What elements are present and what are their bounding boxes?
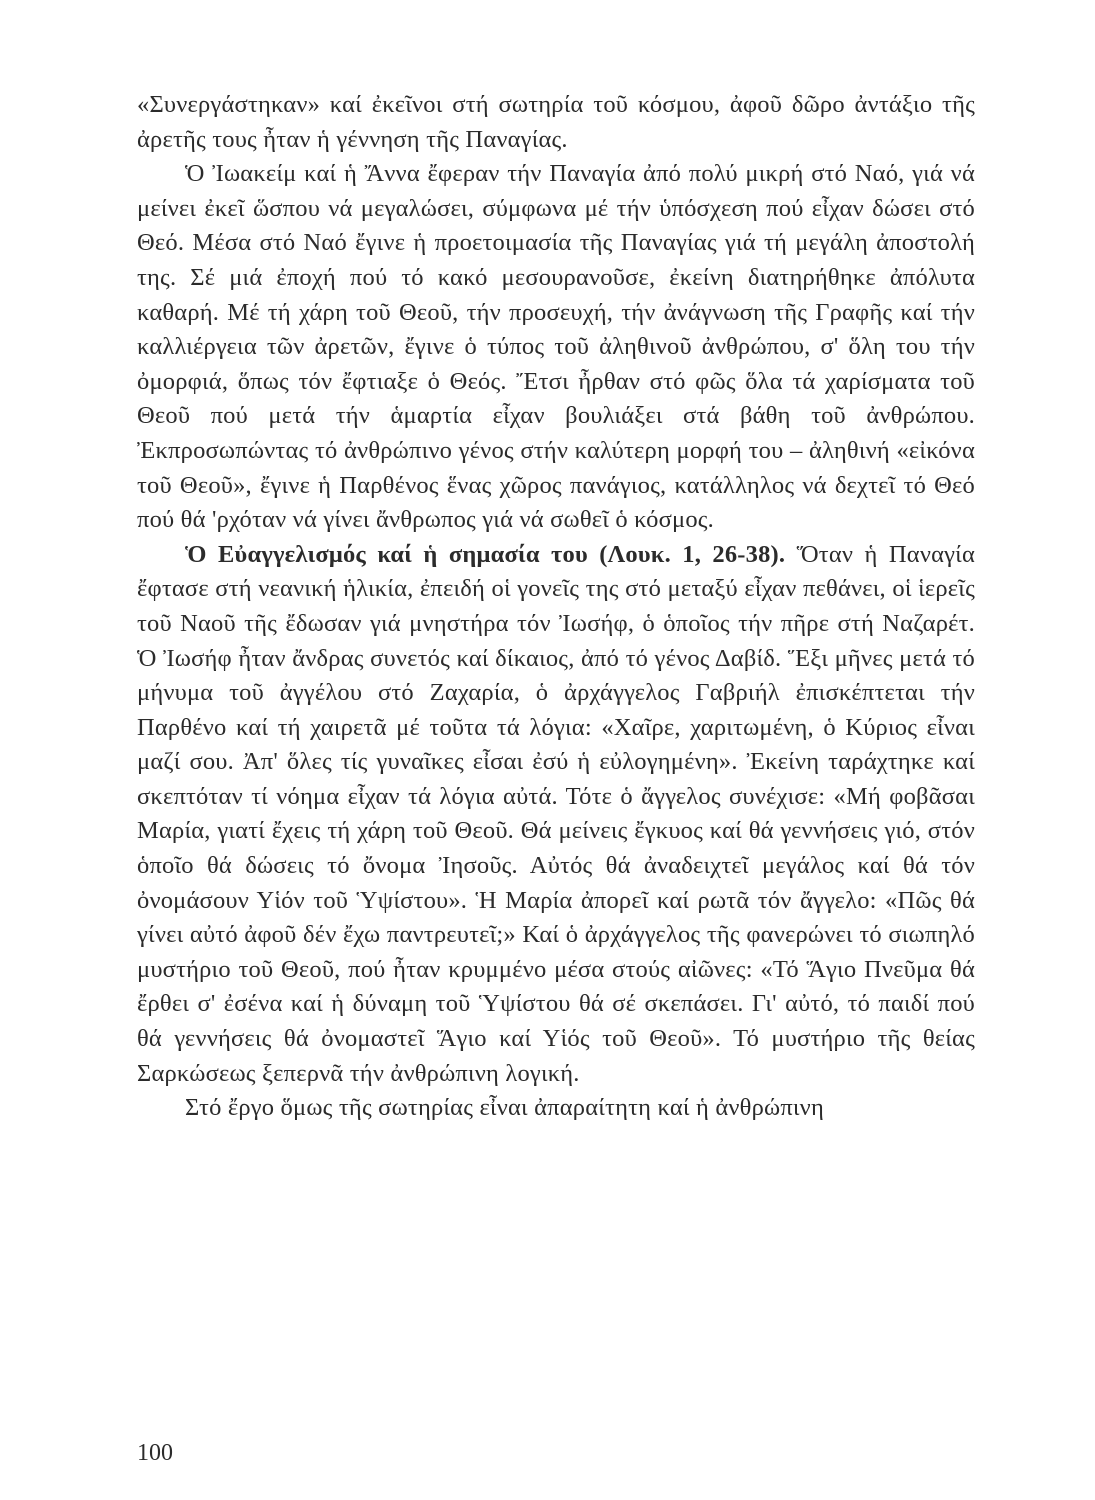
paragraph-continuation [137, 88, 975, 157]
section-heading: Ὁ Εὐαγγελισμός καί ἡ σημασία του (Λουκ. 1, 26-38). [185, 540, 786, 568]
paragraph-text: «Συνεργάστηκαν» καί ἐκεῖνοι στή σωτηρία τοῦ κόσμου, ἀφοῦ δῶρο ἀντάξιο τῆς ἀρετῆς τους ἦταν ἡ γέννηση τῆς Παναγίας. [137, 91, 975, 153]
paragraph-text: Ὁ Ἰωακείμ καί ἡ Ἄννα ἔφεραν τήν Παναγία ἀπό πολύ μικρή στό Ναό, γιά νά μείνει ἐκεῖ ὥσπου νά μεγαλώσει, σύμφωνα μέ τήν ὑπόσχεση πού εἶχαν δώσει στό Θεό. Μέσα στό Ναό ἔγινε ἡ προετοιμασία τῆς Παναγίας γιά τή μεγάλη ἀποστολή της. Σέ μιά ἐποχή πού τό κακό μεσουρανοῦσε, ἐκείνη διατηρήθηκε ἀπόλυτα καθαρή. Μέ τή χάρη τοῦ Θεοῦ, τήν προσευχή, τήν ἀνάγνωση τῆς Γραφῆς καί τήν καλλιέργεια τῶν ἀρετῶν, ἔγινε ὁ τύπος τοῦ ἀληθινοῦ ἀνθρώπου, σ' ὅλη του τήν ὀμορφιά, ὅπως τόν ἔφτιαξε ὁ Θεός. Ἔτσι ἦρθαν στό φῶς ὅλα τά χαρίσματα τοῦ Θεοῦ πού μετά τήν ἁμαρτία εἶχαν βουλιάξει στά βάθη τοῦ ἀνθρώπου. Ἐκπροσωπώντας τό ἀνθρώπινο γένος στήν καλύτερη μορφή του – ἀληθινή «εἰκόνα τοῦ Θεοῦ», ἔγινε ἡ Παρθένος ἕνας χῶρος πανάγιος, κατάλληλος νά δεχτεῖ τό Θεό πού θά 'ρχόταν νά γίνει ἄνθρωπος γιά νά σωθεῖ ὁ κόσμος. [137, 160, 975, 534]
paragraph-text: Ὅταν ἡ Παναγία ἔφτασε στή νεανική ἡλικία, ἐπειδή οἱ γονεῖς της στό μεταξύ εἶχαν πεθάνει, οἱ ἱερεῖς τοῦ Ναοῦ τῆς ἔδωσαν γιά μνηστήρα τόν Ἰωσήφ, ὁ ὁποῖος τήν πῆρε στή Ναζαρέτ. Ὁ Ἰωσήφ ἦταν ἄνδρας συνετός καί δίκαιος, ἀπό τό γένος Δαβίδ. Ἕξι μῆνες μετά τό μήνυμα τοῦ ἀγγέλου στό Ζαχαρία, ὁ ἀρχάγγελος Γαβριήλ ἐπισκέπτεται τήν Παρθένο καί τή χαιρετᾶ μέ τοῦτα τά λόγια: «Χαῖρε, χαριτωμένη, ὁ Κύριος εἶναι μαζί σου. Ἀπ' ὅλες τίς γυναῖκες εἶσαι ἐσύ ἡ εὐλογημένη». Ἐκείνη ταράχτηκε καί σκεπτόταν τί νόημα εἶχαν τά λόγια αὐτά. Τότε ὁ ἄγγελος συνέχισε: «Μή φοβᾶσαι Μαρία, γιατί ἔχεις τή χάρη τοῦ Θεοῦ. Θά μείνεις ἔγκυος καί θά γεννήσεις γιό, στόν ὁποῖο θά δώσεις τό ὄνομα Ἰησοῦς. Αὐτός θά ἀναδειχτεῖ μεγάλος καί θά τόν ὀνομάσουν Υἱόν τοῦ Ὑψίστου». Ἡ Μαρία ἀπορεῖ καί ρωτᾶ τόν ἄγγελο: «Πῶς θά γίνει αὐτό ἀφοῦ δέν ἔχω παντρευτεῖ;» Καί ὁ ἀρχάγγελος τῆς φανερώνει τό σιωπηλό μυστήριο τοῦ Θεοῦ, πού ἦταν κρυμμένο μέσα στούς αἰῶνες: «Τό Ἅγιο Πνεῦμα θά ἔρθει σ' ἐσένα καί ἡ δύναμη τοῦ Ὑψίστου θά σέ σκεπάσει. Γι' αὐτό, τό παιδί πού θά γεννήσεις θά ὀνομαστεῖ Ἅγιο καί Υἱός τοῦ Θεοῦ». Τό μυστήριο τῆς θείας Σαρκώσεως ξεπερνᾶ τήν ἀνθρώπινη λογική. [137, 540, 975, 1087]
paragraph-final [137, 1091, 975, 1126]
body-text [137, 88, 975, 1126]
paragraph-presentation [137, 157, 975, 538]
paragraph-annunciation [137, 538, 975, 1092]
paragraph-text: Στό ἔργο ὅμως τῆς σωτηρίας εἶναι ἀπαραίτητη καί ἡ ἀνθρώπινη [185, 1094, 824, 1122]
page-number: 100 [137, 1440, 173, 1466]
